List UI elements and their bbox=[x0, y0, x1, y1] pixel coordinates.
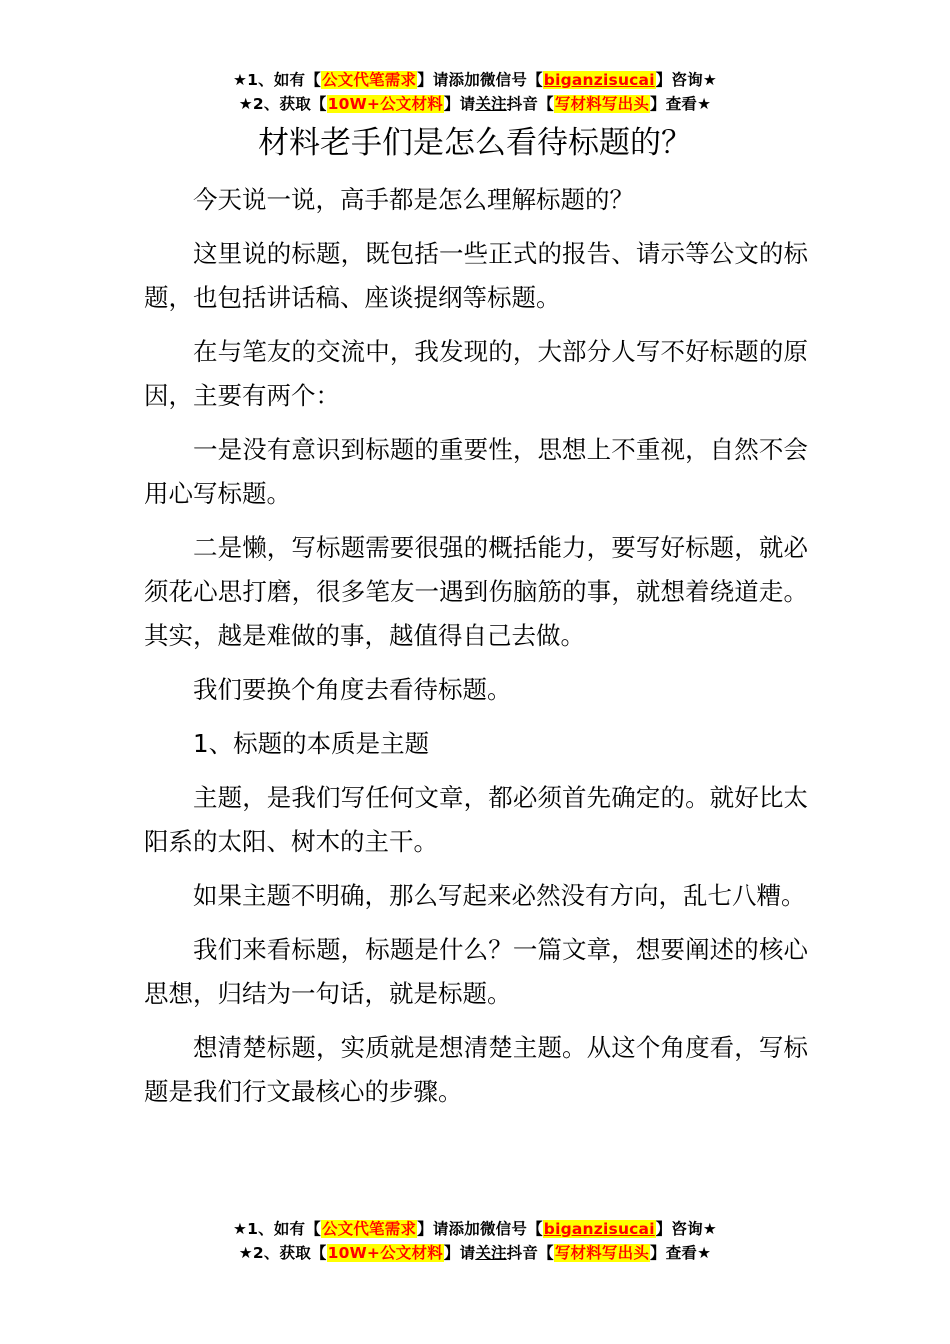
paragraph: 我们来看标题，标题是什么？一篇文章，想要阐述的核心思想，归结为一句话，就是标题。 bbox=[144, 935, 808, 1008]
paragraph: 二是懒，写标题需要很强的概括能力，要写好标题，就必须花心思打磨，很多笔友一遇到伤脑筋的事，就想着绕道走。其实，越是难做的事，越值得自己去做。 bbox=[144, 533, 808, 650]
paragraph: 这里说的标题，既包括一些正式的报告、请示等公文的标题，也包括讲话稿、座谈提纲等标题。 bbox=[144, 239, 808, 312]
paragraph: 在与笔友的交流中，我发现的，大部分人写不好标题的原因，主要有两个： bbox=[144, 337, 808, 410]
star-icon: ★ bbox=[702, 1220, 717, 1238]
banner-line-1: ★1、如有【公文代笔需求】请添加微信号【biganzisucai】咨询★ bbox=[233, 1220, 717, 1238]
paragraph: 一是没有意识到标题的重要性，思想上不重视，自然不会用心写标题。 bbox=[144, 435, 808, 508]
section-heading: 1、标题的本质是主题 bbox=[193, 729, 430, 758]
banner-line-2: ★2、获取【10W+公文材料】请关注抖音【写材料写出头】查看★ bbox=[238, 95, 712, 113]
highlight-materials: 10W+公文材料 bbox=[327, 1244, 443, 1262]
star-icon: ★ bbox=[697, 1244, 712, 1262]
highlight-douyin: 写材料写出头 bbox=[554, 95, 650, 113]
highlight-service: 公文代笔需求 bbox=[321, 71, 417, 89]
star-icon: ★ bbox=[238, 1244, 253, 1262]
highlight-douyin: 写材料写出头 bbox=[554, 1244, 650, 1262]
highlight-materials: 10W+公文材料 bbox=[327, 95, 443, 113]
highlight-service: 公文代笔需求 bbox=[321, 1220, 417, 1238]
paragraph: 我们要换个角度去看待标题。 bbox=[193, 675, 512, 704]
footer-banner bbox=[0, 1217, 950, 1265]
star-icon: ★ bbox=[697, 95, 712, 113]
banner-line-1: ★1、如有【公文代笔需求】请添加微信号【biganzisucai】咨询★ bbox=[233, 71, 717, 89]
highlight-wechat-id: biganzisucai bbox=[543, 71, 655, 89]
star-icon: ★ bbox=[702, 71, 717, 89]
star-icon: ★ bbox=[233, 71, 248, 89]
page-title: 材料老手们是怎么看待标题的？ bbox=[258, 125, 692, 161]
star-icon: ★ bbox=[233, 1220, 248, 1238]
paragraph: 想清楚标题，实质就是想清楚主题。从这个角度看，写标题是我们行文最核心的步骤。 bbox=[144, 1033, 808, 1106]
paragraph: 主题，是我们写任何文章，都必须首先确定的。就好比太阳系的太阳、树木的主干。 bbox=[144, 783, 808, 856]
header-banner bbox=[0, 68, 950, 116]
star-icon: ★ bbox=[238, 95, 253, 113]
paragraph: 如果主题不明确，那么写起来必然没有方向，乱七八糟。 bbox=[193, 881, 806, 910]
banner-line-2: ★2、获取【10W+公文材料】请关注抖音【写材料写出头】查看★ bbox=[238, 1244, 712, 1262]
paragraph: 今天说一说，高手都是怎么理解标题的？ bbox=[193, 185, 634, 214]
highlight-wechat-id: biganzisucai bbox=[543, 1220, 655, 1238]
document-body bbox=[144, 178, 808, 1124]
